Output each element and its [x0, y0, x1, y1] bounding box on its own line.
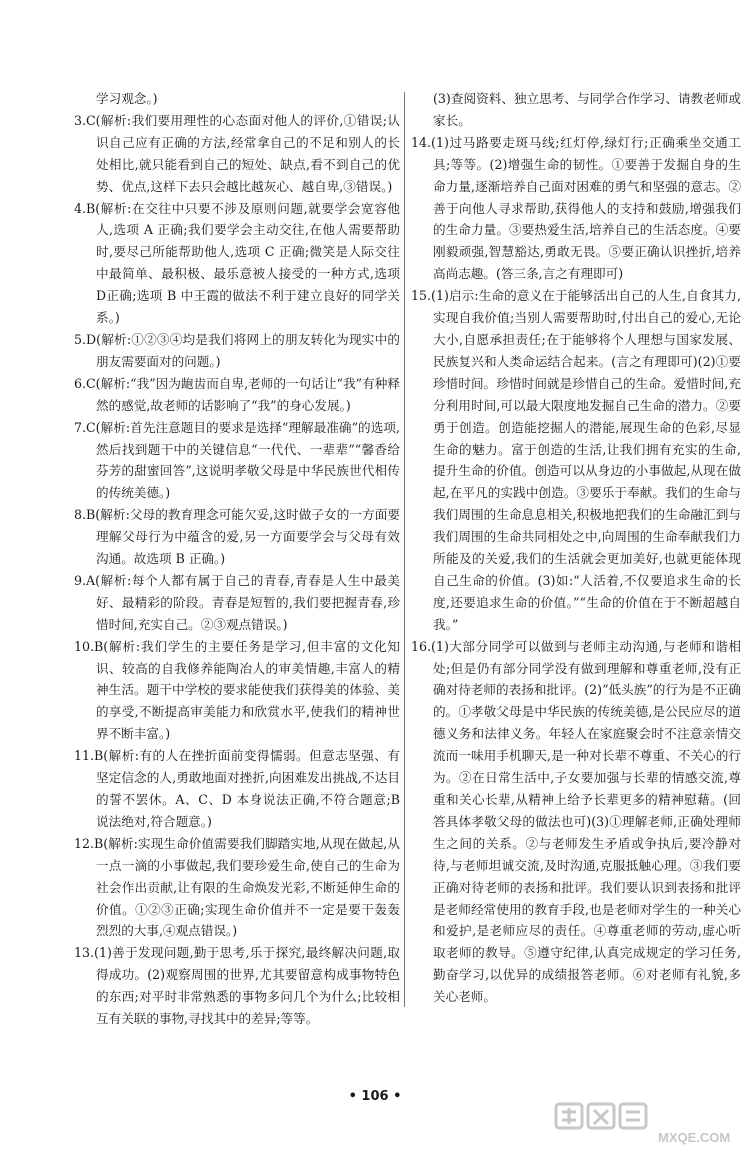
right-column-paragraph: 14.(1)过马路要走斑马线;红灯停,绿灯行;正确乘坐交通工具;等等。(2)增强生命的韧性。①要善于发掘自身的生命力量,逐渐培养自己面对困难的勇气和坚强的意志。②善于向他人寻求帮助,获得他人的支持和鼓励,增强我们的生命力量。③要热爱生活,培养自己的生活态度。④要刚毅顽强,智慧豁达,勇敢无畏。⑤要正确认识挫折,培养高尚志趣。(答三条,言之有理即可): [411, 134, 741, 282]
left-column-paragraph: 3.C(解析:我们要用理性的心态面对他人的评价,①错误;认识自己应有正确的方法,经常拿自己的不足和别人的长处相比,就只能看到自己的短处、缺点,看不到自己的优势、优点,这样下去只会越比越灰心、越自卑,③错误。): [74, 112, 400, 194]
column-divider: [404, 92, 405, 1007]
watermark-logo: [548, 1098, 748, 1148]
left-column-paragraph: 11.B(解析:有的人在挫折面前变得懦弱。但意志坚强、有坚定信念的人,勇敢地面对挫折,向困难发出挑战,不达目的誓不罢休。A、C、D 本身说法正确,不符合题意;B 说法绝对,符合题意。): [74, 748, 400, 829]
left-column-paragraph: 13.(1)善于发现问题,勤于思考,乐于探究,最终解决问题,取得成功。(2)观察周围的世界,尤其要留意构成事物特色的东西;对平时非常熟悉的事物多问几个为什么;比较相互有关联的事物,寻找其中的差异;等等。: [74, 945, 400, 1027]
left-column-paragraph: 7.C(解析:首先注意题目的要求是选择“理解最准确”的选项,然后找到题干中的关键信息“一代代、一辈辈”“馨香给芬芳的甜蜜回答”,这说明孝敬父母是中华民族世代相传的传统美德。): [74, 419, 400, 501]
right-column-paragraph: 15.(1)启示:生命的意义在于能够活出自己的人生,自食其力,实现自我价值;当别人需要帮助时,付出自己的爱心,无论大小,自愿承担责任;在于能够将个人理想与国家发展、民族复兴和人类命运结合起来。(言之有理即可)(2)①要珍惜时间。珍惜时间就是珍惜自己的生命。爱惜时间,充分利用时间,可以最大限度地发掘自己生命的潜力。②要勇于创造。创造能挖掘人的潜能,展现生命的色彩,尽显生命的魅力。富于创造的生活,让我们拥有充实的生命,提升生命的价值。创造可以从身边的小事做起,从现在做起,在平凡的实践中创造。③要乐于奉献。我们的生命与我们周围的生命息息相关,积极地把我们的生命融汇到与我们周围的生命共同相处之中,向周围的生命奉献我们力所能及的关爱,我们的生活就会更加美好,也就更能体现自己生命的价值。(3)如:“人活着,不仅要追求生命的长度,还要追求生命的价值。”“生命的价值在于不断超越自我。”: [411, 288, 741, 632]
left-column-paragraph: 学习观念。): [96, 91, 158, 106]
watermark-logo-icon: [556, 1104, 646, 1128]
right-column: [411, 88, 741, 1008]
right-column-paragraph: 16.(1)大部分同学可以做到与老师主动沟通,与老师和谐相处;但是仍有部分同学没有做到理解和尊重老师,没有正确对待老师的表扬和批评。(2)“低头族”的行为是不正确的。①孝敬父母是中华民族的传统美德,是公民应尽的道德义务和法律义务。年轻人在家庭聚会时不注意亲情交流而一味用手机聊天,是一种对长辈不尊重、不关心的行为。②在日常生活中,子女要加强与长辈的情感交流,尊重和关心长辈,从精神上给予长辈更多的精神慰藉。(回答具体孝敬父母的做法也可)(3)①理解老师,正确处理师生之间的关系。②与老师发生矛盾或争执后,要冷静对待,与老师坦诚交流,及时沟通,克服抵触心理。③我们要正确对待老师的表扬和批评。我们要认识到表扬和批评是老师经常使用的教育手段,也是老师对学生的一种关心和爱护,是老师应尽的责任。④尊重老师的劳动,虚心听取老师的教导。⑤遵守纪律,认真完成规定的学习任务,勤奋学习,以优异的成绩报答老师。⑥对老师有礼貌,多关心老师。: [411, 638, 741, 1005]
right-column-paragraph: (3)查阅资料、独立思考、与同学合作学习、请教老师或家长。: [433, 91, 741, 128]
page-number: • 106 •: [348, 1089, 402, 1104]
left-column-paragraph: 9.A(解析:每个人都有属于自己的青春,青春是人生中最美好、最精彩的阶段。青春是短暂的,我们要把握青春,珍惜时间,充实自己。②③观点错误。): [74, 572, 400, 632]
svg-text:MXQE.COM: MXQE.COM: [658, 1130, 731, 1145]
left-column-paragraph: 10.B(解析:我们学生的主要任务是学习,但丰富的文化知识、较高的自我修养能陶冶人的审美情趣,丰富人的精神生活。题干中学校的要求能使我们获得美的体验、美的享受,不断提高审美能力和欣赏水平,使我们的精神世界不断丰富。): [74, 638, 400, 742]
left-column-paragraph: 6.C(解析:“我”因为龅齿而自卑,老师的一句话让“我”有种释然的感觉,故老师的话影响了“我”的身心发展。): [74, 375, 400, 413]
left-column-paragraph: 8.B(解析:父母的教育理念可能欠妥,这时做子女的一方面要理解父母行为中蕴含的爱,另一方面要学会与父母有效沟通。故选项 B 正确。): [74, 507, 400, 567]
left-column-paragraph: 12.B(解析:实现生命价值需要我们脚踏实地,从现在做起,从一点一滴的小事做起,我们要珍爱生命,使自己的生命为社会作出贡献,让有限的生命焕发光彩,不断延伸生命的价值。①②③正确;实现生命价值并不一定是要干轰轰烈烈的大事,④观点错误。): [74, 835, 400, 939]
left-column-paragraph: 5.D(解析:①②③④均是我们将网上的朋友转化为现实中的朋友需要面对的问题。): [74, 331, 400, 369]
left-column: [74, 88, 400, 1030]
left-column-paragraph: 4.B(解析:在交往中只要不涉及原则问题,就要学会宽容他人,选项 A 正确;我们要学会主动交往,在他人需要帮助时,要尽己所能帮助他人,选项 C 正确;微笑是人际交往中最简单、最积极、最乐意被人接受的一种方式,选项 D正确;选项 B 中王霞的做法不利于建立良好的同学关系。): [74, 200, 400, 326]
